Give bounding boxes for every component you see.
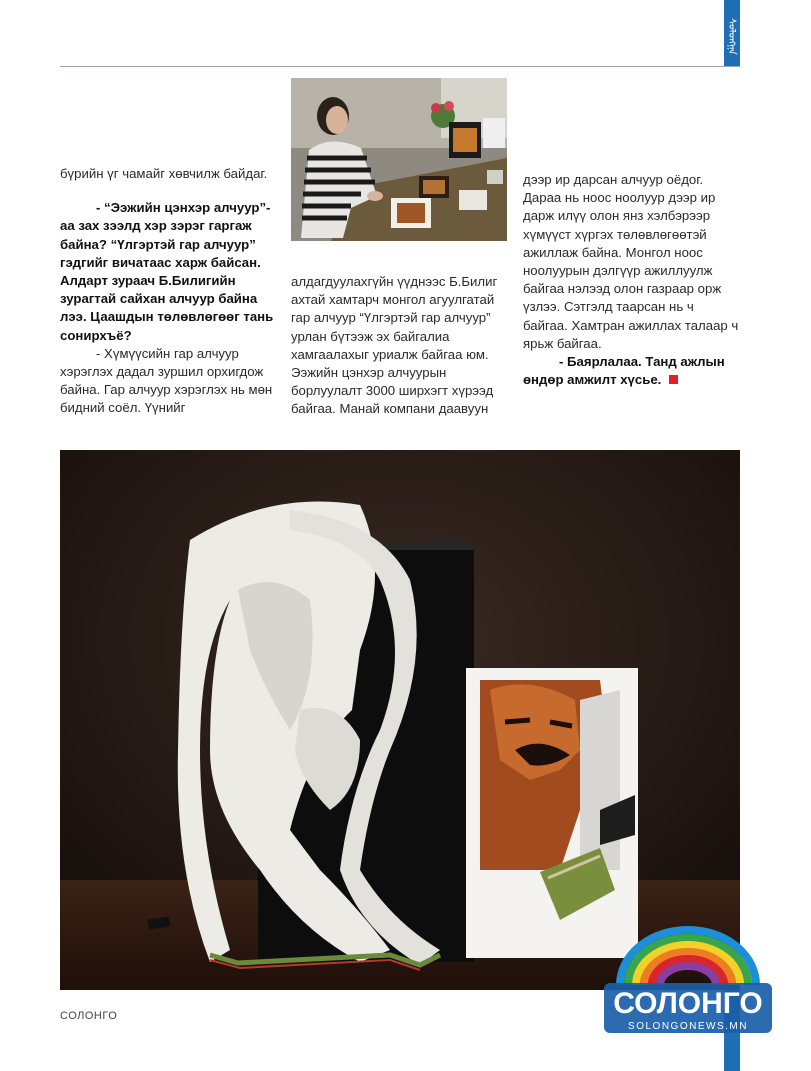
header-rule	[60, 66, 740, 67]
article-column-2	[291, 273, 507, 419]
logo-url: SOLONGONEWS.MN	[628, 1021, 748, 1032]
logo-name: СОЛОНГО	[613, 987, 763, 1020]
paragraph: дээр ир дарсан алчуур оёдог. Дараа нь ноос ноолуур дээр ир дарж илүү олон янз хэлбэрээр хүмүүст хүргэх төлөвлөгөөтэй ажиллаж байна. Монгол ноос ноолуурын дэлгүүр ажиллуулж байгаа нэлээд олон газраар орж үзлээ. Сэтгэлд таарсан нь ч байгаа. Хамтран ажиллах талаар ч ярьж байгаа.	[523, 172, 739, 351]
side-tab-label: ᠰᠣᠯᠣᠩᠭ᠋ᠠ	[726, 17, 737, 55]
article-column-3	[523, 171, 741, 389]
scarf-product-photo	[60, 450, 740, 990]
interview-question	[523, 353, 741, 389]
paragraph: - Хүмүүсийн гар алчуур хэрэглэх дадал зуршил орхигдож байна. Гар алчуур хэрэглэх нь мөн бидний соёл. Үүнийг	[60, 345, 273, 416]
end-mark-icon	[669, 375, 678, 384]
artist-photo	[291, 78, 507, 241]
article-column-1	[60, 165, 276, 418]
interview-question: - “Ээжийн цэнхэр алчуур”-аа зах зээлд хэр зэрэг гаргаж байна? “Үлгэртэй гар алчуур” гэдгийг вичатаас харж байсан. Алдарт зураач Б.Билигийн зурагтай сайхан алчуур байна лээ. Цаашдын төлөвлөгөөг тань сонирхъё?	[60, 200, 274, 343]
closing-question: - Баярлалаа. Танд ажлын өндөр амжилт хүсье.	[523, 354, 725, 388]
paragraph: алдагдуулахгүйн үүднээс Б.Билиг ахтай хамтарч монгол агуулгатай гар алчуур “Үлгэртэй гар алчуур” урлан бүтээж эх байгалиа хамгаалахыг уриалж байгаа юм. Ээжийн цэнхэр алчуурын борлуулалт 3000 ширхэгт хүрээд байгаа. Манай компани даавуун	[291, 274, 498, 417]
solongo-logo	[598, 925, 778, 1045]
footer-magazine-name: СОЛОНГО	[60, 1010, 118, 1022]
paragraph: бүрийн үг чамайг хөвчилж байдаг.	[60, 166, 268, 181]
